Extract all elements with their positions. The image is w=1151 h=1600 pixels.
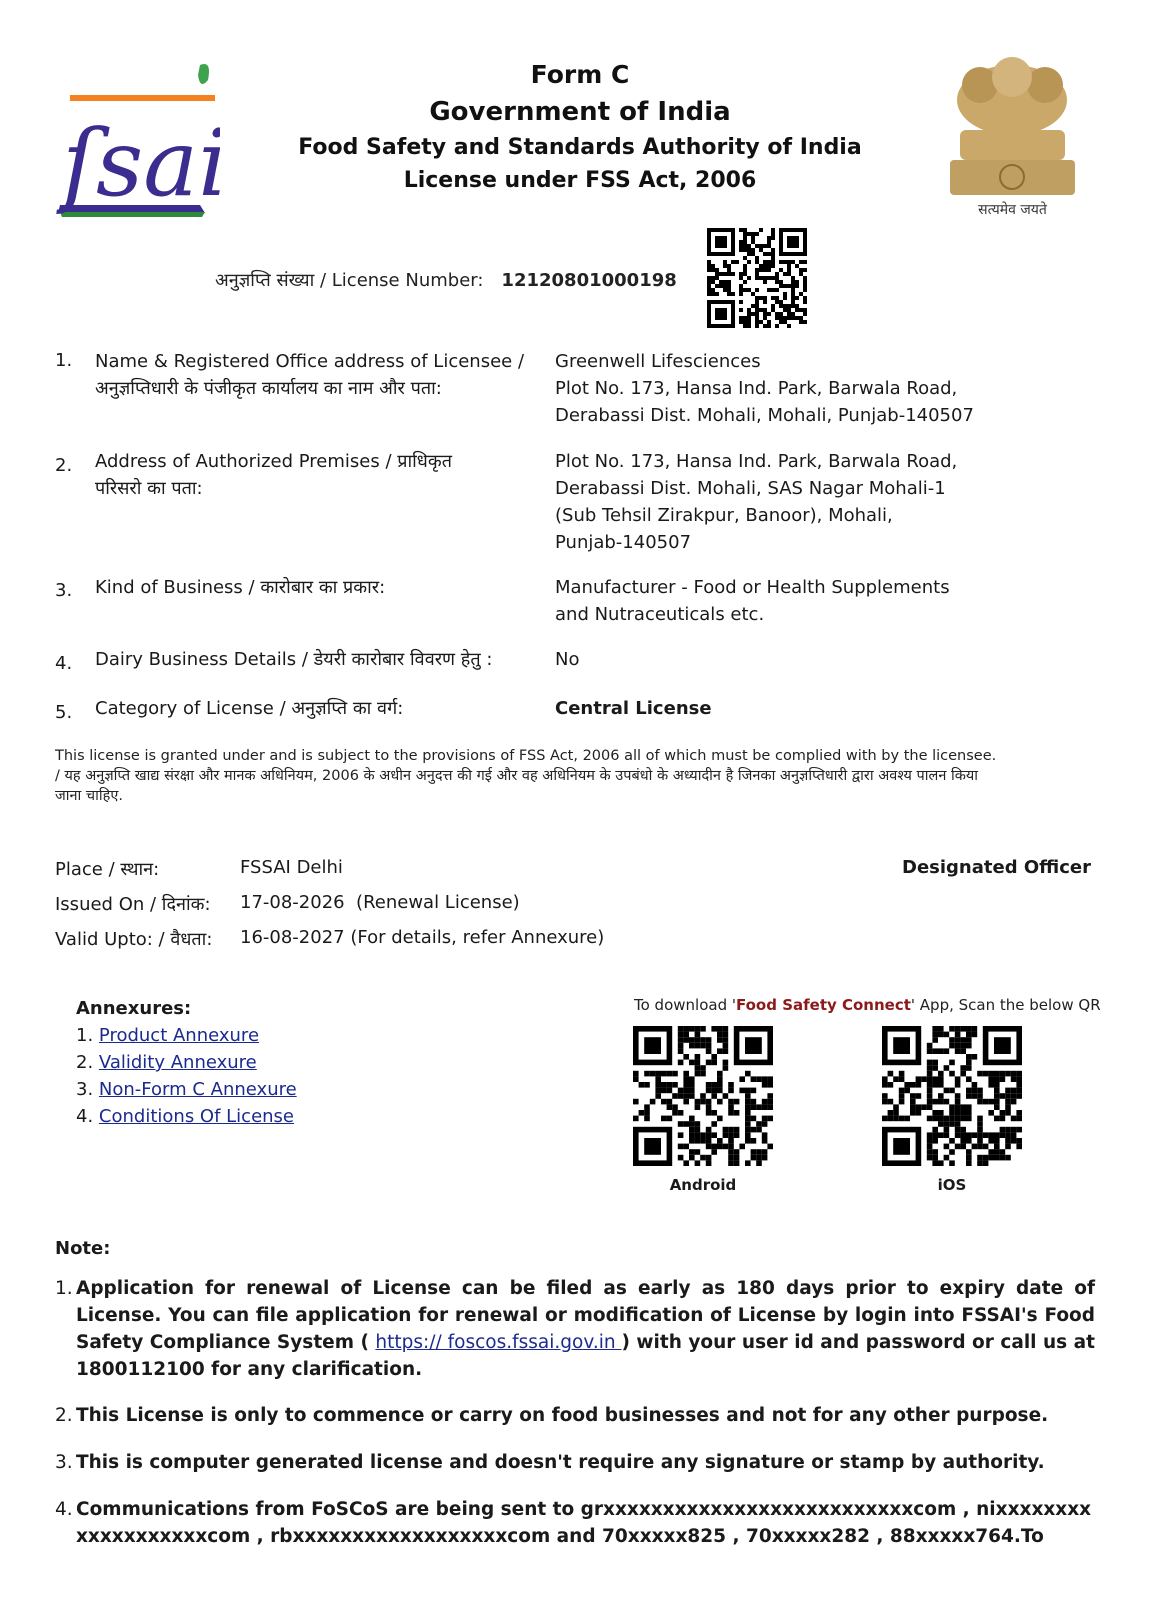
item-number: 3. [55, 580, 73, 601]
app-name: Food Safety Connect [735, 996, 911, 1014]
value-line: and Nutraceuticals etc. [555, 604, 765, 625]
validity-annexure-link[interactable]: Validity Annexure [98, 1052, 257, 1073]
item-label-licensee: Name & Registered Office address of Licensee / अनुज्ञप्तिधारी के पंजीकृत कार्यालय का नाम और पता: [95, 351, 525, 399]
annexures-title: Annexures: [76, 998, 192, 1019]
license-number-label: अनुज्ञप्ति संख्या / License Number: [215, 270, 484, 291]
svg-text:ſsai: ſsai [62, 110, 220, 217]
annexure-item [76, 1052, 257, 1073]
valid-label: Valid Upto: / वैधता: [55, 929, 213, 950]
product-annexure-link[interactable]: Product Annexure [98, 1025, 260, 1046]
place-value: FSSAI Delhi [240, 857, 343, 878]
emblem-motto: सत्यमेव जयते [978, 202, 1047, 218]
conditions-of-license-link[interactable]: Conditions Of License [98, 1106, 295, 1127]
ios-qr-code[interactable] [882, 1026, 1022, 1166]
annexure-num: 4. [76, 1106, 94, 1127]
note-item [55, 1275, 1095, 1383]
item-label-business: Kind of Business / कारोबार का प्रकार: [95, 577, 386, 598]
item-value-licensee [555, 348, 1025, 429]
item-number: 2. [55, 455, 73, 476]
government-title: Government of India [429, 97, 731, 127]
note-item [55, 1402, 1095, 1429]
item-number: 5. [55, 702, 73, 723]
authority-title: Food Safety and Standards Authority of India [298, 135, 862, 160]
place-label: Place / स्थान: [55, 859, 160, 880]
note-number: 1. [55, 1278, 73, 1299]
license-number: 12120801000198 [501, 270, 677, 291]
note-number: 2. [55, 1405, 73, 1426]
issued-value: 17-08-2026 (Renewal License) [240, 892, 520, 913]
form-title: Form C [530, 60, 630, 89]
note-number: 3. [55, 1452, 73, 1473]
android-qr-code[interactable] [633, 1026, 773, 1166]
item-label-dairy: Dairy Business Details / डेयरी कारोबार विवरण हेतु : [95, 649, 493, 670]
foscos-link[interactable]: https:// foscos.fssai.gov.in [375, 1332, 622, 1353]
licensee-name: Greenwell Lifesciences [555, 351, 761, 372]
note-item [55, 1449, 1095, 1476]
license-number-row [215, 268, 677, 292]
note-title: Note: [55, 1238, 111, 1259]
item-value-category: Central License [555, 698, 712, 719]
national-emblem [930, 55, 1095, 220]
annexure-item [76, 1079, 297, 1100]
note-1-text-a: Application for renewal of License can be filed as early as 180 days prior to expiry date of License. You can file application for renewal or modification of License by login into FSSAI's Food Safety Compliance System ( [76, 1278, 1095, 1353]
item-value-dairy: No [555, 649, 580, 670]
license-qr-code [707, 228, 807, 328]
annexure-num: 2. [76, 1052, 94, 1073]
note-4-text: Communications from FoSCoS are being sent to grxxxxxxxxxxxxxxxxxxxxxxxxxxcom , nixxxxxxxxxxxxxxxxxxxcom , rbxxxxxxxxxxxxxxxxxxcom and 70xxxxx825 , 70xxxxx282 , 88xxxxx764.To [76, 1499, 1092, 1547]
annexure-num: 3. [76, 1079, 94, 1100]
valid-value: 16-08-2027 (For details, refer Annexure) [240, 927, 605, 948]
value-line: Derabassi Dist. Mohali, Mohali, Punjab-140507 [555, 405, 974, 426]
note-number: 4. [55, 1499, 73, 1520]
app-download-note [634, 996, 1101, 1014]
value-line: Punjab-140507 [555, 532, 692, 553]
issued-label: Issued On / दिनांक: [55, 894, 211, 915]
value-line: Plot No. 173, Hansa Ind. Park, Barwala Road, [555, 378, 958, 399]
value-line: Derabassi Dist. Mohali, SAS Nagar Mohali-1 [555, 478, 946, 499]
item-label-premises: Address of Authorized Premises / प्राधिकृत परिसरो का पता: [95, 451, 452, 499]
value-line: Manufacturer - Food or Health Supplements [555, 577, 950, 598]
annexure-num: 1. [76, 1025, 94, 1046]
note-3-text: This is computer generated license and doesn't require any signature or stamp by authority. [76, 1452, 1045, 1473]
fssai-logo [50, 55, 220, 220]
note-item [55, 1496, 1095, 1550]
app-note-post: ' App, Scan the below QR [910, 996, 1101, 1014]
ios-label: iOS [937, 1176, 967, 1194]
note-1-text-b: ) with your user id and password or call us at 1800112100 for any clarification. [76, 1332, 1095, 1380]
item-number: 1. [55, 350, 73, 371]
note-text [76, 1275, 1095, 1383]
annexure-item [76, 1025, 259, 1046]
value-line: Plot No. 173, Hansa Ind. Park, Barwala Road, [555, 451, 958, 472]
license-disclaimer: This license is granted under and is subject to the provisions of FSS Act, 2006 all of which must be complied with by the licensee. / यह अनुज्ञप्ति खाद्य संरक्षा और मानक अधिनियम, 2006 के अधीन अनुदत्त की गई और वह अधिनियम के उपबंधो के अध्यादीन है जिनका अनुज्ञप्तिधारी द्वारा अवश्य पालन किया जाना चाहिए. [55, 748, 997, 804]
annexure-item [76, 1106, 294, 1127]
app-note-pre: To download ' [634, 996, 736, 1014]
android-label: Android [669, 1176, 737, 1194]
item-number: 4. [55, 653, 73, 674]
note-2-text: This License is only to commence or carry on food businesses and not for any other purpose. [76, 1405, 1049, 1426]
item-label-category: Category of License / अनुज्ञप्ति का वर्ग: [95, 698, 404, 719]
item-value-premises [555, 448, 1025, 556]
act-title: License under FSS Act, 2006 [403, 168, 757, 193]
item-value-business [555, 574, 1025, 628]
non-form-c-annexure-link[interactable]: Non-Form C Annexure [98, 1079, 297, 1100]
designated-officer: Designated Officer [902, 857, 1091, 878]
value-line: (Sub Tehsil Zirakpur, Banoor), Mohali, [555, 505, 893, 526]
